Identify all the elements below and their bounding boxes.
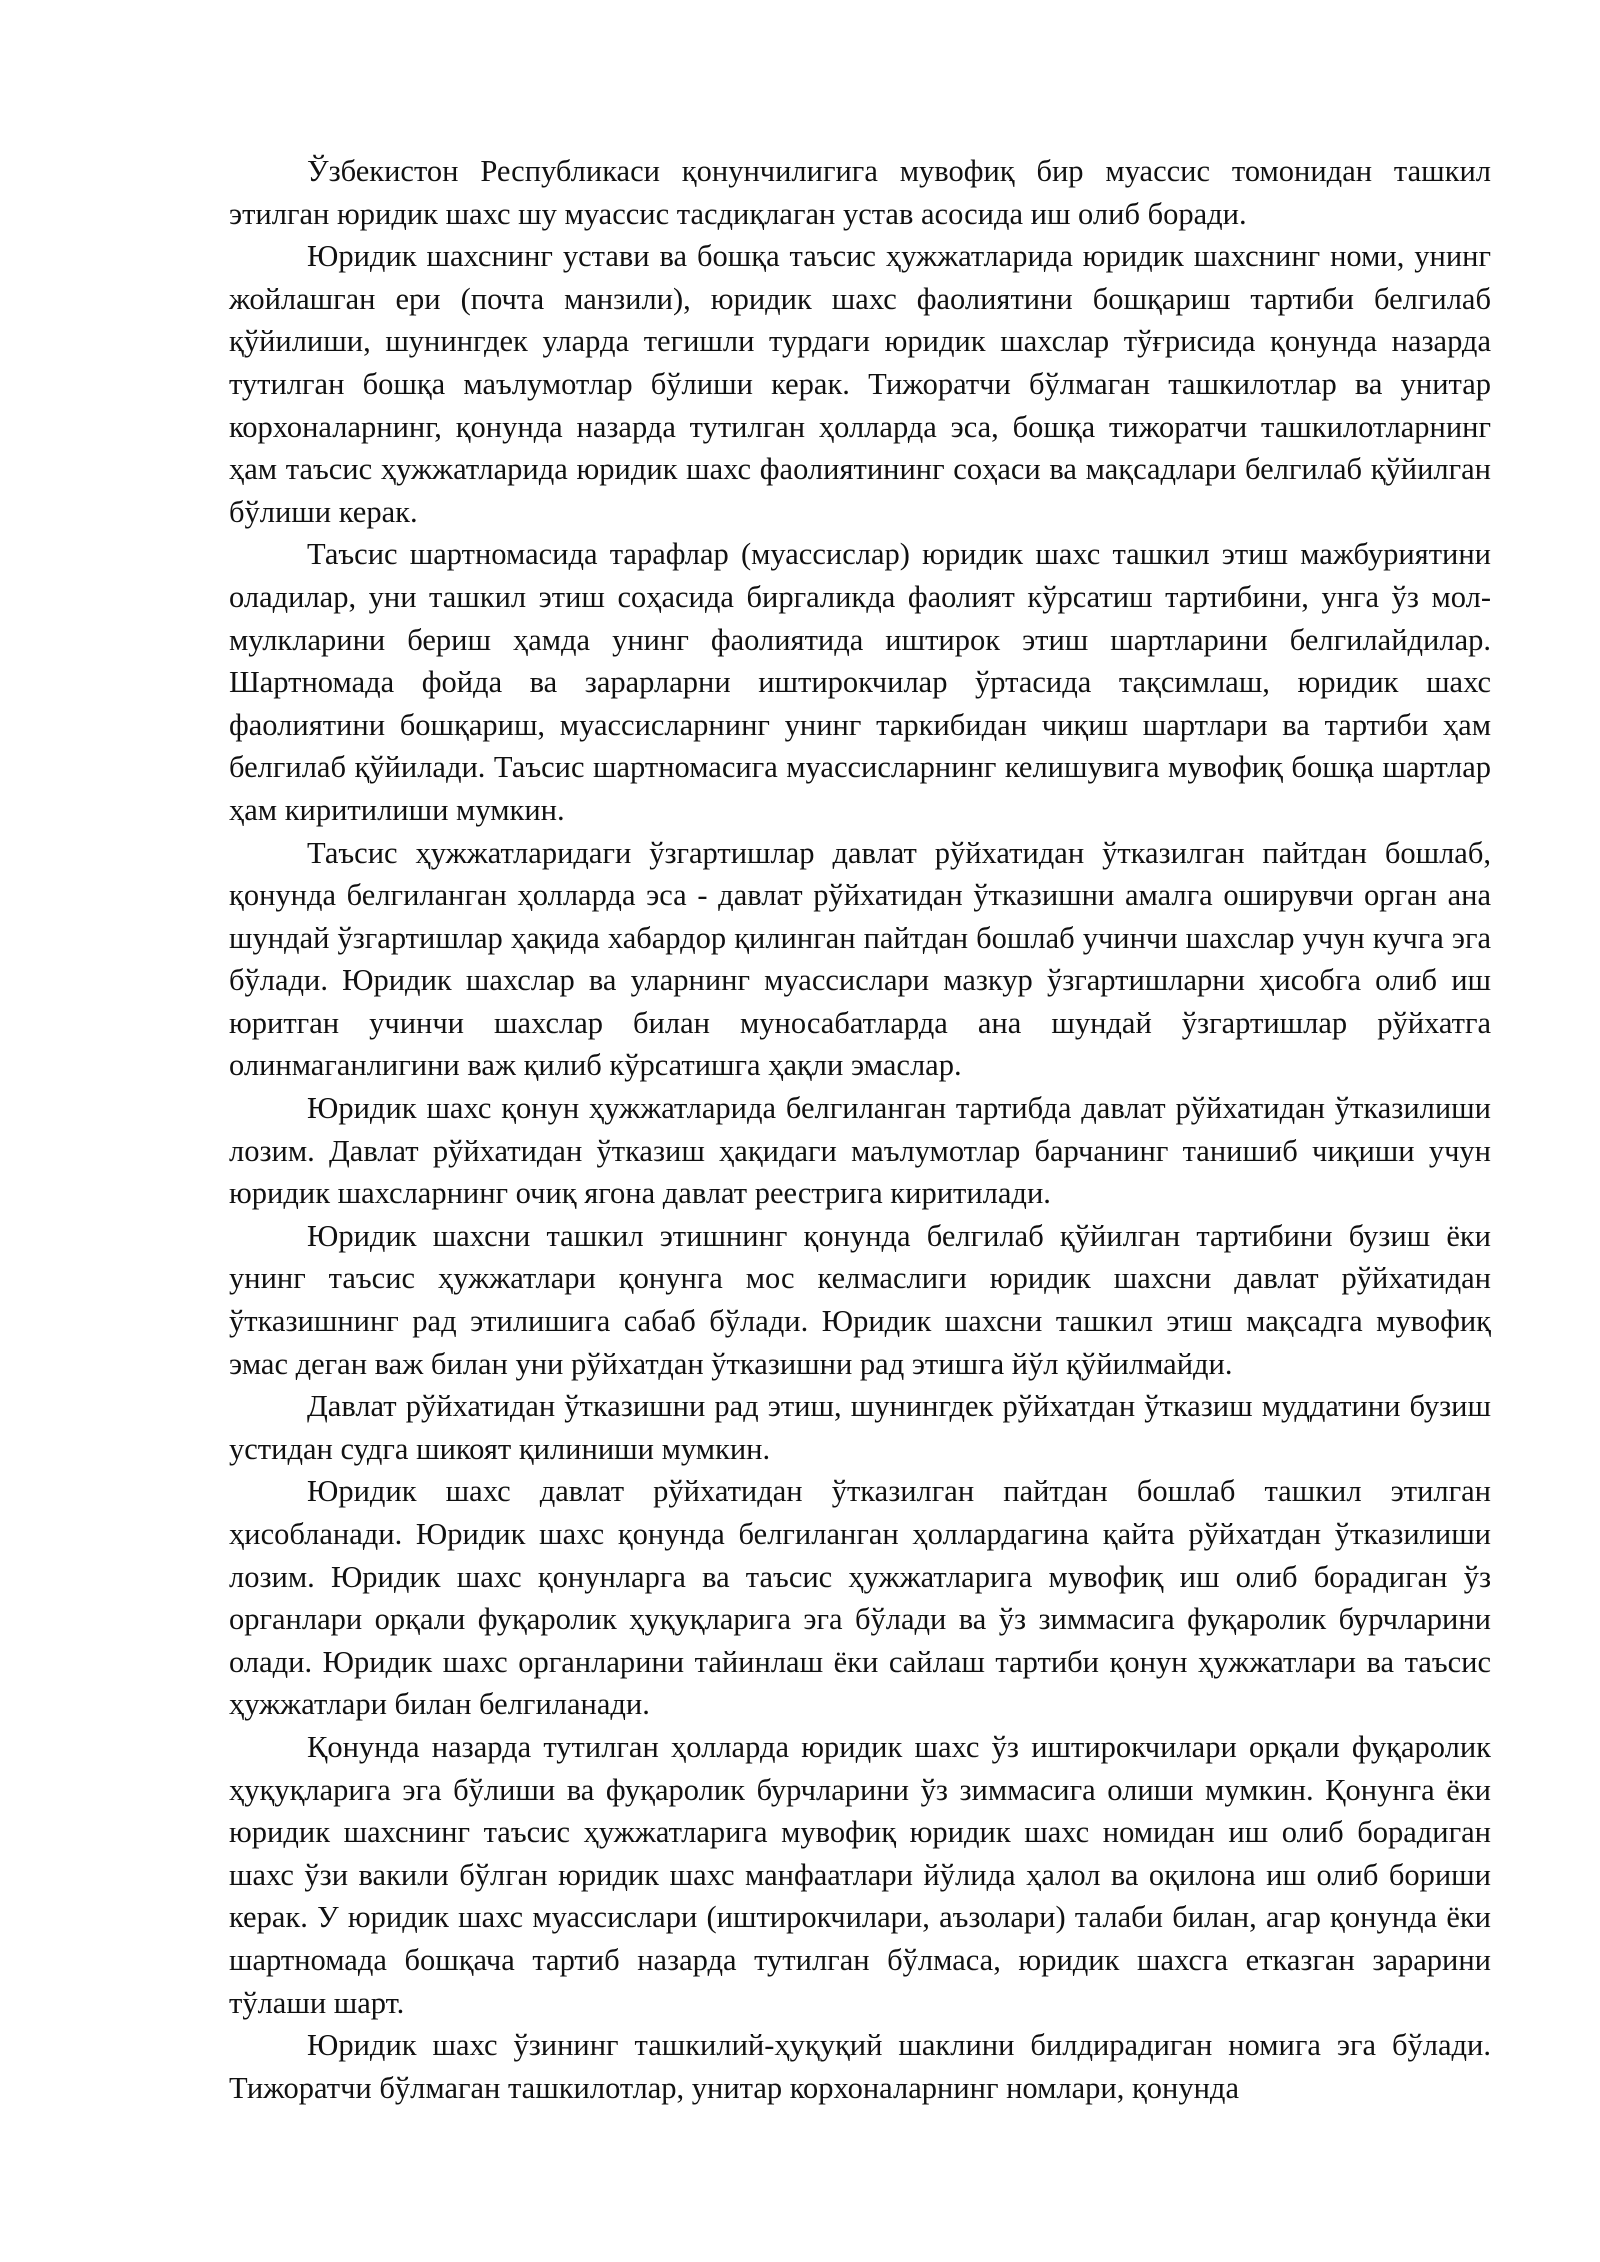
document-page [229,150,1491,2109]
paragraph-amendments-effect: Таъсис ҳужжатларидаги ўзгартишлар давлат рўйхатидан ўтказилган пайтдан бошлаб, қонунда белгиланган ҳолларда эса - давлат рўйхатидан ўтказишни амалга оширувчи орган ана шундай ўзгартишлар ҳақида хабардор қилинган пайтдан бошлаб учинчи шахслар учун кучга эга бўлади. Юридик шахслар ва уларнинг муассислари мазкур ўзгартишларни ҳисобга олиб иш юритган учинчи шахслар билан муносабатларда ана шундай ўзгартишлар рўйхатга олинмаганлигини важ қилиб кўрсатишга ҳақли эмаслар. [229,835,1491,1083]
paragraph-acting-through-participants: Қонунда назарда тутилган ҳолларда юридик шахс ўз иштирокчилари орқали фуқаролик ҳуқуқларига эга бўлиши ва фуқаролик бурчларини ўз зиммасига олиши мумкин. Қонунга ёки юридик шахснинг таъсис ҳужжатларига мувофиқ юридик шахс номидан иш олиб борадиган шахс ўзи вакили бўлган юридик шахс манфаатлари йўлида ҳалол ва оқилона иш олиб бориши керак. У юридик шахс муассислари (иштирокчилари, аъзолари) талаби билан, агар қонунда ёки шартномада бошқача тартиб назарда тутилган бўлмаса, юридик шахсга етказган зарарини тўлаши шарт. [229,1729,1491,2020]
paragraph-entity-name: Юридик шахс ўзининг ташкилий-ҳуқуқий шаклини билдирадиган номига эга бўлади. Тижоратчи бўлмаган ташкилотлар, унитар корхоналарнинг номлари, қонунда [229,2028,1491,2105]
paragraph-entity-creation-moment: Юридик шахс давлат рўйхатидан ўтказилган пайтдан бошлаб ташкил этилган ҳисобланади. Юридик шахс қонунда белгиланган ҳоллардагина қайта рўйхатдан ўтказилиши лозим. Юридик шахс қонунларга ва таъсис ҳужжатларига мувофиқ иш олиб борадиган ўз органлари орқали фуқаролик ҳуқуқларига эга бўлади ва ўз зиммасига фуқаролик бурчларини олади. Юридик шахс органларини тайинлаш ёки сайлаш тартиби қонун ҳужжатлари ва таъсис ҳужжатлари билан белгиланади. [229,1474,1491,1722]
paragraph-charter-contents: Юридик шахснинг устави ва бошқа таъсис ҳужжатларида юридик шахснинг номи, унинг жойлашган ери (почта манзили), юридик шахс фаолиятини бошқариш тартиби белгилаб қўйилиши, шунингдек уларда тегишли турдаги юридик шахслар тўғрисида қонунда назарда тутилган бошқа маълумотлар бўлиши керак. Тижоратчи бўлмаган ташкилотлар ва унитар корхоналарнинг, қонунда назарда тутилган ҳолларда эса, бошқа тижоратчи ташкилотларнинг ҳам таъсис ҳужжатларида юридик шахс фаолиятининг соҳаси ва мақсадлари белгилаб қўйилган бўлиши керак. [229,239,1491,529]
paragraph-state-registration: Юридик шахс қонун ҳужжатларида белгиланган тартибда давлат рўйхатидан ўтказилиши лозим. Давлат рўйхатидан ўтказиш ҳақидаги маълумотлар барчанинг танишиб чиқиши учун юридик шахсларнинг очиқ ягона давлат реестрига киритилади. [229,1091,1491,1211]
paragraph-founding-agreement: Таъсис шартномасида тарафлар (муассислар) юридик шахс ташкил этиш мажбуриятини оладилар, уни ташкил этиш соҳасида биргаликда фаолият кўрсатиш тартибини, унга ўз мол-мулкларини бериш ҳамда унинг фаолиятида иштирок этиш шартларини белгилайдилар. Шартномада фойда ва зарарларни иштирокчилар ўртасида тақсимлаш, юридик шахс фаолиятини бошқариш, муассисларнинг унинг таркибидан чиқиш шартлари ва тартиби ҳам белгилаб қўйилади. Таъсис шартномасига муассисларнинг келишувига мувофиқ бошқа шартлар ҳам киритилиши мумкин. [229,537,1491,827]
paragraph-sole-founder-charter: Ўзбекистон Республикаси қонунчилигига мувофиқ бир муассис томонидан ташкил этилган юридик шахс шу муассис тасдиқлаган устав асосида иш олиб боради. [229,154,1491,231]
paragraph-appeal-to-court: Давлат рўйхатидан ўтказишни рад этиш, шунингдек рўйхатдан ўтказиш муддатини бузиш устидан судга шикоят қилиниши мумкин. [229,1389,1491,1466]
paragraph-registration-refusal-grounds: Юридик шахсни ташкил этишнинг қонунда белгилаб қўйилган тартибини бузиш ёки унинг таъсис ҳужжатлари қонунга мос келмаслиги юридик шахсни давлат рўйхатидан ўтказишнинг рад этилишига сабаб бўлади. Юридик шахсни ташкил этиш мақсадга мувофиқ эмас деган важ билан уни рўйхатдан ўтказишни рад этишга йўл қўйилмайди. [229,1218,1491,1381]
